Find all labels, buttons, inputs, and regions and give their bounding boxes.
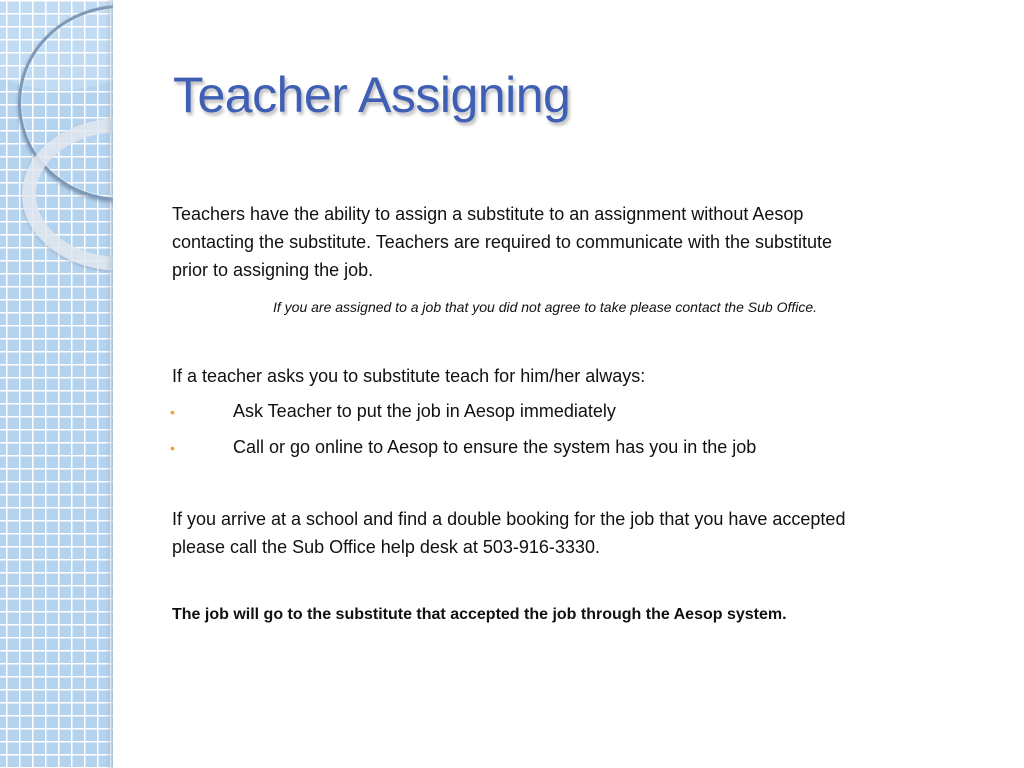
intro-line-3: prior to assigning the job. [172,260,374,280]
conclusion-text: The job will go to the substitute that accepted the job through the Aesop system. [172,606,787,623]
bullet-icon: • [170,404,175,420]
double-booking-line-2: please call the Sub Office help desk at 503-916-3330. [172,537,600,557]
intro-line-2: contacting the substitute. Teachers are required to communicate with the substitute [172,232,833,252]
slide-title: Teacher Assigning [173,67,571,123]
bullet-item-1: Ask Teacher to put the job in Aesop immediately [233,401,616,421]
bullet-icon: • [170,440,175,456]
bullet-item-2: Call or go online to Aesop to ensure the system has you in the job [233,437,757,457]
note-text: If you are assigned to a job that you did not agree to take please contact the Sub Office. [273,299,818,315]
double-booking-line-1: If you arrive at a school and find a double booking for the job that you have accepted [172,509,846,529]
intro-line-1: Teachers have the ability to assign a substitute to an assignment without Aesop [172,204,804,224]
lead-text: If a teacher asks you to substitute teach for him/her always: [172,366,646,386]
decorative-sidebar [0,0,113,768]
